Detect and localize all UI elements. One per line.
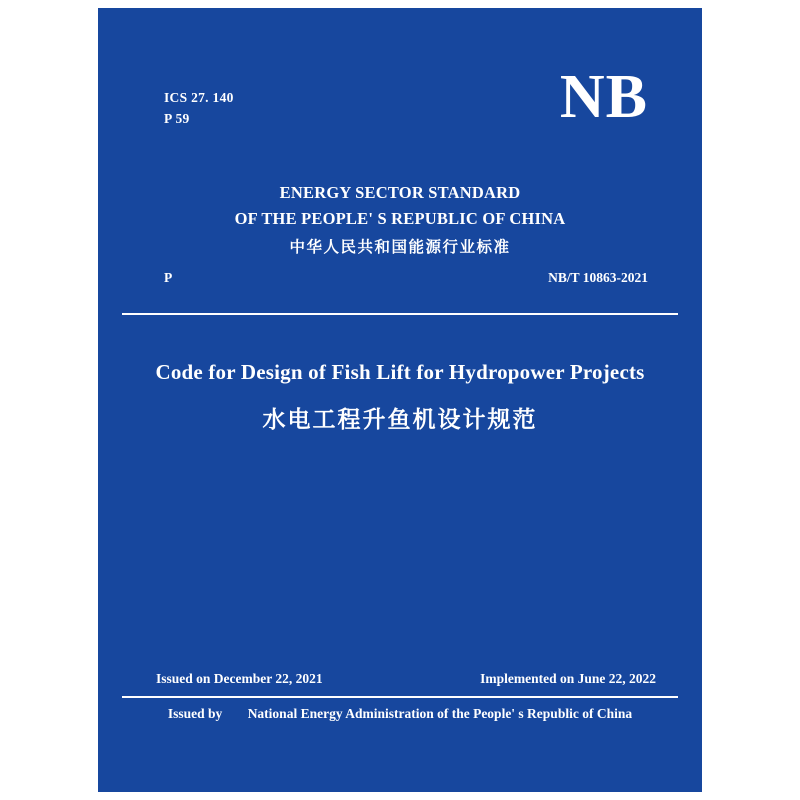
document-title-en: Code for Design of Fish Lift for Hydropower Projects [155,360,645,384]
issued-by-row [98,706,702,722]
document-title-cn: 水电工程升鱼机设计规范 [262,407,538,433]
divider-top [122,313,678,315]
date-row [156,671,656,687]
nb-logo: NB [559,63,648,131]
issued-by-label: Issued by [167,706,223,721]
organization-line-2: OF THE PEOPLE' S REPUBLIC OF CHINA [234,208,566,228]
organization-line-1: ENERGY SECTOR STANDARD [279,183,521,202]
issuing-organization-cn: 中华人民共和国能源行业标准 [289,238,511,256]
issued-date: Issued on December 22, 2021 [156,671,323,686]
classification-letter: P [164,270,173,285]
ics-number: ICS 27. 140 [164,90,234,105]
standard-number: NB/T 10863-2021 [548,270,648,285]
classification-number: P 59 [164,110,190,126]
issuing-organization-en [98,180,702,231]
implemented-date: Implemented on June 22, 2022 [480,671,656,686]
issued-by-organization: National Energy Administration of the People' s Republic of China [247,706,633,721]
standard-code-row [164,270,648,286]
standard-cover [98,8,702,792]
ics-block [164,88,234,130]
divider-bottom [122,696,678,698]
